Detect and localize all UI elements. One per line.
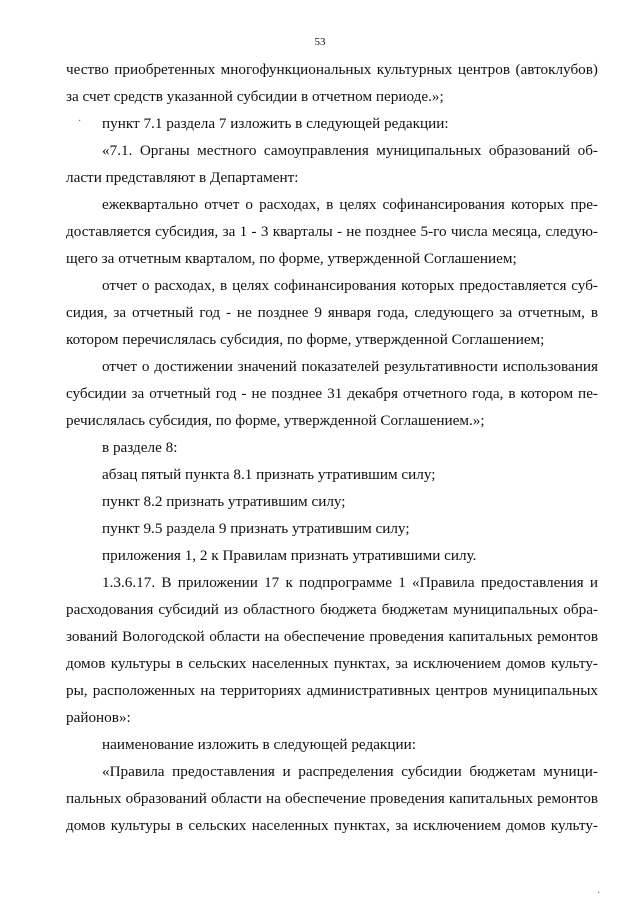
text-line: абзац пятый пункта 8.1 признать утратившим силу; — [102, 466, 436, 483]
text-line: пункт 8.2 признать утратившим силу; — [102, 493, 346, 510]
text-line: за счет средств указанной субсидии в отчетном периоде.»; — [66, 88, 444, 105]
text-line: сидия, за отчетный год - не позднее 9 января года, следующего за отчетным, в — [66, 304, 598, 321]
text-line: в разделе 8: — [102, 439, 178, 456]
text-line: «Правила предоставления и распределения субсидии бюджетам муници- — [102, 763, 598, 780]
text-line: субсидии за отчетный год - не позднее 31 декабря отчетного года, в котором пе- — [66, 385, 598, 402]
text-line: пункт 9.5 раздела 9 признать утратившим силу; — [102, 520, 410, 537]
text-line: 1.3.6.17. В приложении 17 к подпрограмме 1 «Правила предоставления и — [102, 574, 598, 591]
text-line: наименование изложить в следующей редакции: — [102, 736, 416, 753]
text-line: зований Вологодской области на обеспечение проведения капитальных ремонтов — [66, 628, 598, 645]
scan-artifact: · — [597, 888, 601, 899]
text-line: ры, расположенных на территориях административных центров муниципальных — [66, 682, 598, 699]
page-number: 53 — [314, 36, 326, 48]
text-line: пункт 7.1 раздела 7 изложить в следующей редакции: — [102, 115, 449, 132]
text-line: пальных образований области на обеспечение проведения капитальных ремонтов — [66, 790, 598, 807]
text-line: приложения 1, 2 к Правилам признать утратившими силу. — [102, 547, 477, 564]
text-line: отчет о достижении значений показателей результативности использования — [102, 358, 598, 375]
text-line: ласти представляют в Департамент: — [66, 169, 299, 186]
text-line: чество приобретенных многофункциональных культурных центров (автоклубов) — [66, 61, 598, 78]
scan-artifact: · — [78, 116, 82, 127]
text-line: районов»: — [66, 709, 131, 726]
text-line: отчет о расходах, в целях софинансирования которых предоставляется суб- — [102, 277, 598, 294]
text-line: расходования субсидий из областного бюджета бюджетам муниципальных обра- — [66, 601, 598, 618]
document-body — [66, 56, 598, 839]
text-line: домов культуры в сельских населенных пунктах, за исключением домов культу- — [66, 817, 598, 834]
text-line: ежеквартально отчет о расходах, в целях софинансирования которых пре- — [102, 196, 598, 213]
text-line: домов культуры в сельских населенных пунктах, за исключением домов культу- — [66, 655, 598, 672]
text-line: «7.1. Органы местного самоуправления муниципальных образований об- — [102, 142, 598, 159]
text-line: речислялась субсидия, по форме, утвержденной Соглашением.»; — [66, 412, 485, 429]
text-line: щего за отчетным кварталом, по форме, утвержденной Соглашением; — [66, 250, 517, 267]
text-line: котором перечислялась субсидия, по форме, утвержденной Соглашением; — [66, 331, 545, 348]
text-line: доставляется субсидия, за 1 - 3 кварталы - не позднее 5-го числа месяца, следую- — [66, 223, 598, 240]
